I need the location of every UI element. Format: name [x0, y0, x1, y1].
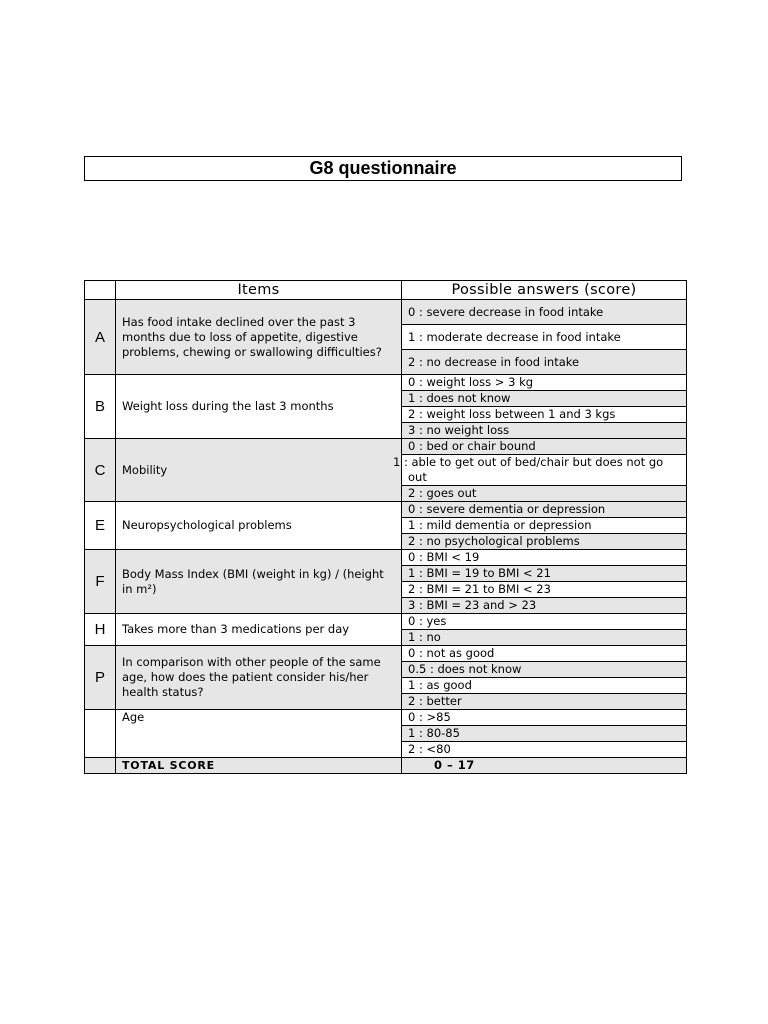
answer-option: 2 : BMI = 21 to BMI < 23	[402, 582, 687, 598]
answer-option: 0 : yes	[402, 614, 687, 630]
row-letter: P	[85, 646, 116, 710]
answer-option: 2 : no psychological problems	[402, 534, 687, 550]
answer-option: 1 : no	[402, 630, 687, 646]
total-letter-cell	[85, 758, 116, 774]
answer-option: 2 : <80	[402, 742, 687, 758]
answer-option: 1 : BMI = 19 to BMI < 21	[402, 566, 687, 582]
total-label: TOTAL SCORE	[116, 758, 402, 774]
table-row	[85, 710, 687, 726]
answer-option: 1 : mild dementia or depression	[402, 518, 687, 534]
row-item: Age	[116, 710, 402, 758]
table-row	[85, 439, 687, 455]
header-row	[85, 281, 687, 300]
row-letter	[85, 710, 116, 758]
answer-option: 0 : >85	[402, 710, 687, 726]
answer-option: 0.5 : does not know	[402, 662, 687, 678]
answer-option: 2 : no decrease in food intake	[402, 350, 687, 375]
answer-option: 1 : 80-85	[402, 726, 687, 742]
table-row	[85, 300, 687, 325]
answer-option: 0 : not as good	[402, 646, 687, 662]
answer-option: 2 : weight loss between 1 and 3 kgs	[402, 407, 687, 423]
row-item: Mobility	[116, 439, 402, 502]
answer-option: 0 : severe dementia or depression	[402, 502, 687, 518]
answer-option: 2 : better	[402, 694, 687, 710]
header-letter	[85, 281, 116, 300]
answer-option: 1 : as good	[402, 678, 687, 694]
table-row	[85, 614, 687, 630]
row-letter: B	[85, 375, 116, 439]
header-answers: Possible answers (score)	[402, 281, 687, 300]
answer-option: 0 : severe decrease in food intake	[402, 300, 687, 325]
row-letter: A	[85, 300, 116, 375]
table-row	[85, 646, 687, 662]
answer-option: 0 : weight loss > 3 kg	[402, 375, 687, 391]
row-item: Has food intake declined over the past 3 months due to loss of appetite, digestive problems, chewing or swallowing difficulties?	[116, 300, 402, 375]
table-row	[85, 550, 687, 566]
total-value: 0 – 17	[402, 758, 687, 774]
row-letter: C	[85, 439, 116, 502]
answer-option: 1 : moderate decrease in food intake	[402, 325, 687, 350]
answer-option: 0 : BMI < 19	[402, 550, 687, 566]
row-item: Takes more than 3 medications per day	[116, 614, 402, 646]
row-item: In comparison with other people of the same age, how does the patient consider his/her health status?	[116, 646, 402, 710]
answer-option: 0 : bed or chair bound	[402, 439, 687, 455]
total-row	[85, 758, 687, 774]
g8-table	[84, 280, 687, 774]
header-items: Items	[116, 281, 402, 300]
row-item: Weight loss during the last 3 months	[116, 375, 402, 439]
answer-option: 3 : no weight loss	[402, 423, 687, 439]
answer-option: 1 : does not know	[402, 391, 687, 407]
row-item: Neuropsychological problems	[116, 502, 402, 550]
answer-option: 1 : able to get out of bed/chair but does not go out	[402, 455, 687, 486]
answer-option: 3 : BMI = 23 and > 23	[402, 598, 687, 614]
row-letter: E	[85, 502, 116, 550]
table-row	[85, 375, 687, 391]
row-item: Body Mass Index (BMI (weight in kg) / (height in m²)	[116, 550, 402, 614]
table-row	[85, 502, 687, 518]
answer-option: 2 : goes out	[402, 486, 687, 502]
questionnaire-title: G8 questionnaire	[84, 156, 682, 181]
row-letter: F	[85, 550, 116, 614]
row-letter: H	[85, 614, 116, 646]
